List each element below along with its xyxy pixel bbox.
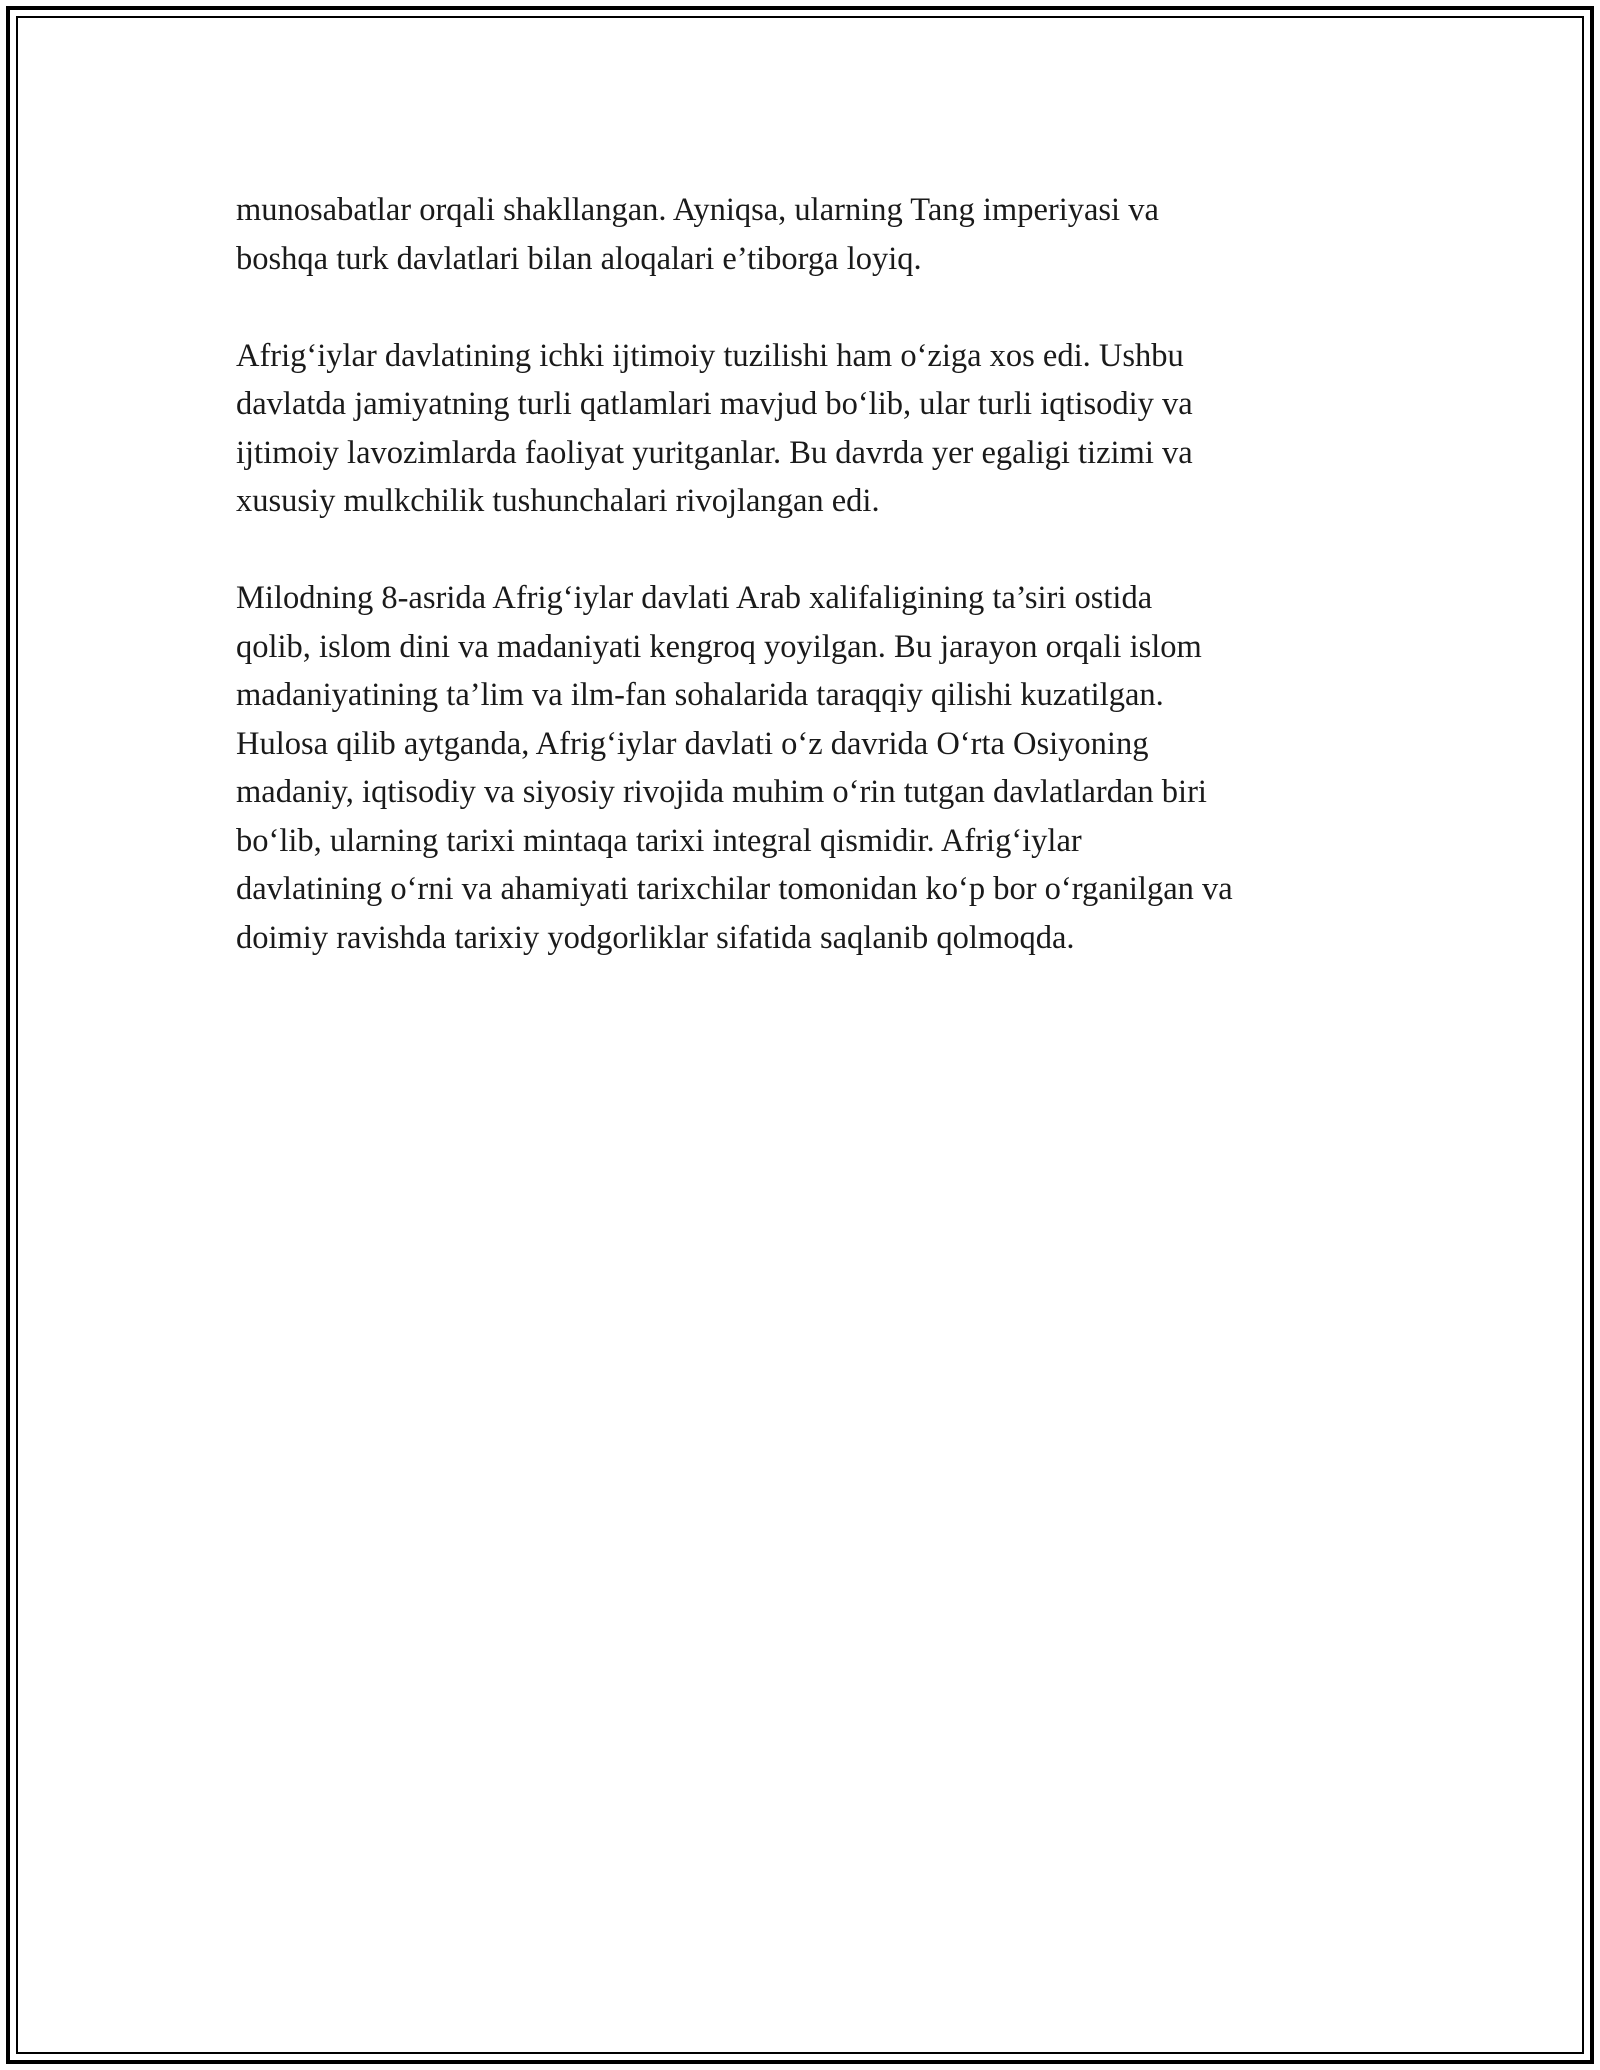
text-line: ijtimoiy lavozimlarda faoliyat yuritganlar. Bu davrda yer egaligi tizimi va [236, 434, 1193, 471]
text-line: Afrig‘iylar davlatining ichki ijtimoiy tuzilishi ham o‘ziga xos edi. Ushbu [236, 337, 1184, 374]
text-line: madaniyatining ta’lim va ilm-fan sohalarida taraqqiy qilishi kuzatilgan. [236, 677, 1164, 713]
paragraph [236, 186, 1396, 283]
text-line: Hulosa qilib aytganda, Afrig‘iylar davlati o‘z davrida O‘rta Osiyoning [236, 725, 1149, 762]
document-body [236, 186, 1396, 1011]
paragraph [236, 332, 1396, 526]
text-line: madaniy, iqtisodiy va siyosiy rivojida muhim o‘rin tutgan davlatlardan biri [236, 774, 1207, 810]
text-line: xususiy mulkchilik tushunchalari rivojlangan edi. [236, 483, 880, 519]
text-line: boshqa turk davlatlari bilan aloqalari e’tiborga loyiq. [236, 240, 922, 277]
text-line: munosabatlar orqali shakllangan. Ayniqsa, ularning Tang imperiyasi va [236, 192, 1159, 228]
text-line: Milodning 8-asrida Afrig‘iylar davlati Arab xalifaligining ta’siri ostida [236, 580, 1153, 616]
text-line: davlatda jamiyatning turli qatlamlari mavjud bo‘lib, ular turli iqtisodiy va [236, 386, 1193, 422]
paragraph [236, 574, 1396, 962]
text-line: bo‘lib, ularning tarixi mintaqa tarixi integral qismidir. Afrig‘iylar [236, 822, 1082, 859]
text-line: doimiy ravishda tarixiy yodgorliklar sifatida saqlanib qolmoqda. [236, 919, 1075, 956]
text-line: qolib, islom dini va madaniyati kengroq yoyilgan. Bu jarayon orqali islom [236, 628, 1202, 665]
text-line: davlatining o‘rni va ahamiyati tarixchilar tomonidan ko‘p bor o‘rganilgan va [236, 871, 1233, 907]
